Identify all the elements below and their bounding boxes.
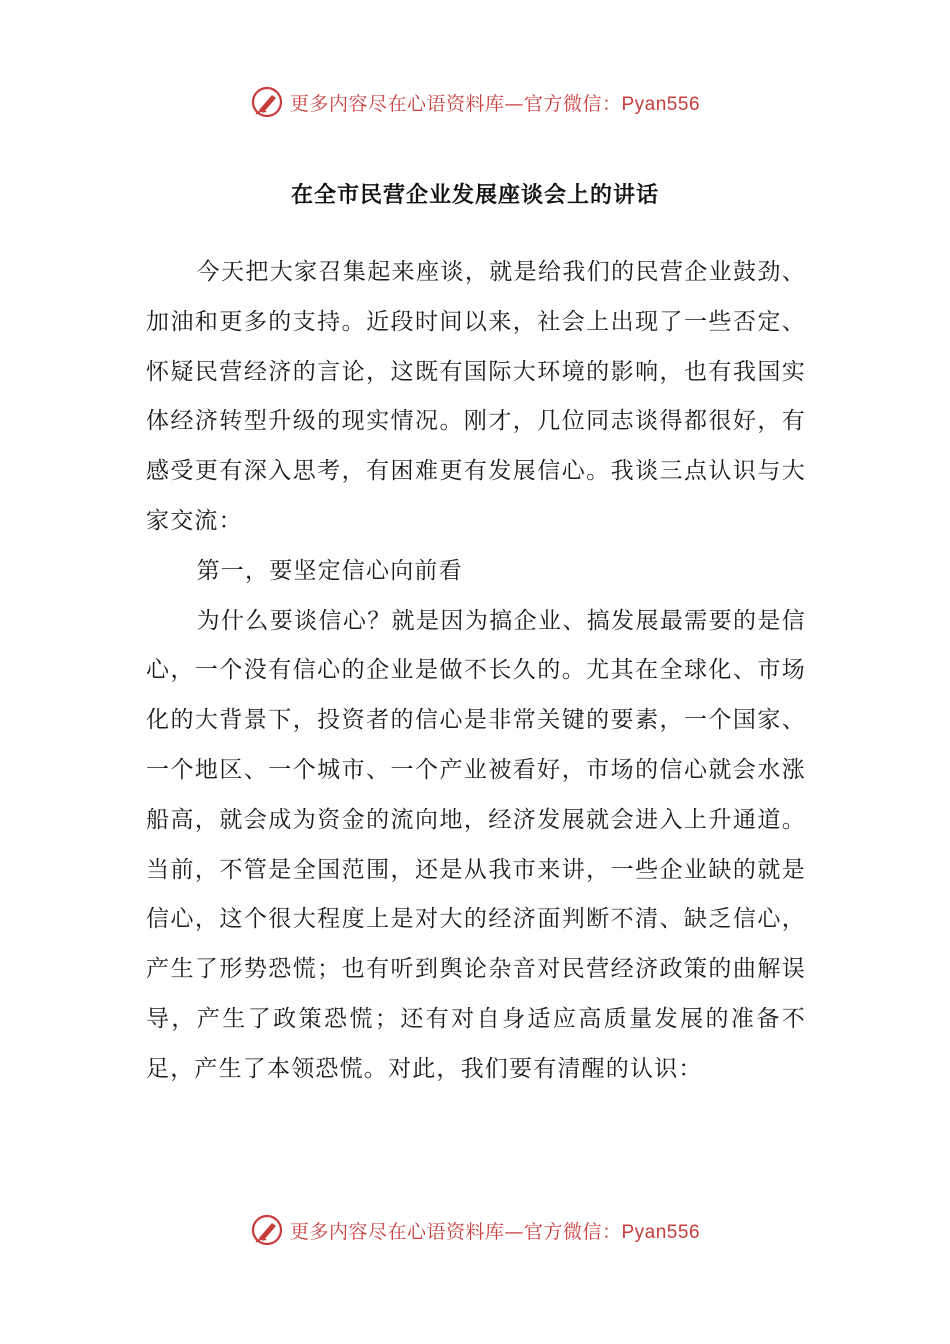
watermark-header <box>0 80 950 124</box>
paragraph-intro: 今天把大家召集起来座谈，就是给我们的民营企业鼓劲、加油和更多的支持。近段时间以来，社会上出现了一些否定、怀疑民营经济的言论，这既有国际大环境的影响，也有我国实体经济转型升级的现实情况。刚才，几位同志谈得都很好，有感受更有深入思考，有困难更有发展信心。我谈三点认识与大家交流： <box>146 259 806 534</box>
watermark-text <box>290 89 700 116</box>
section-heading-1: 第一，要坚定信心向前看 <box>196 557 463 584</box>
watermark-footer <box>0 1208 950 1252</box>
watermark-wechat: Pyan556 <box>621 93 701 115</box>
paragraph-confidence: 为什么要谈信心？就是因为搞企业、搞发展最需要的是信心，一个没有信心的企业是做不长久的。尤其在全球化、市场化的大背景下，投资者的信心是非常关键的要素，一个国家、一个地区、一个城市、一个产业被看好，市场的信心就会水涨船高，就会成为资金的流向地，经济发展就会进入上升通道。当前，不管是全国范围，还是从我市来讲，一些企业缺的就是信心，这个很大程度上是对大的经济面判断不清、缺乏信心，产生了形势恐慌；也有听到舆论杂音对民营经济政策的曲解误导，产生了政策恐慌；还有对自身适应高质量发展的准备不足，产生了本领恐慌。对此，我们要有清醒的认识： <box>146 607 806 1082</box>
pen-logo-icon <box>250 85 284 119</box>
pen-logo-icon <box>250 1213 284 1247</box>
watermark-label: 更多内容尽在心语资料库—官方微信： <box>289 92 622 115</box>
watermark-text <box>290 1217 700 1244</box>
document-title: 在全市民营企业发展座谈会上的讲话 <box>290 183 659 208</box>
watermark-label: 更多内容尽在心语资料库—官方微信： <box>289 1220 622 1243</box>
document-body <box>146 248 806 1095</box>
watermark-wechat: Pyan556 <box>621 1221 701 1243</box>
